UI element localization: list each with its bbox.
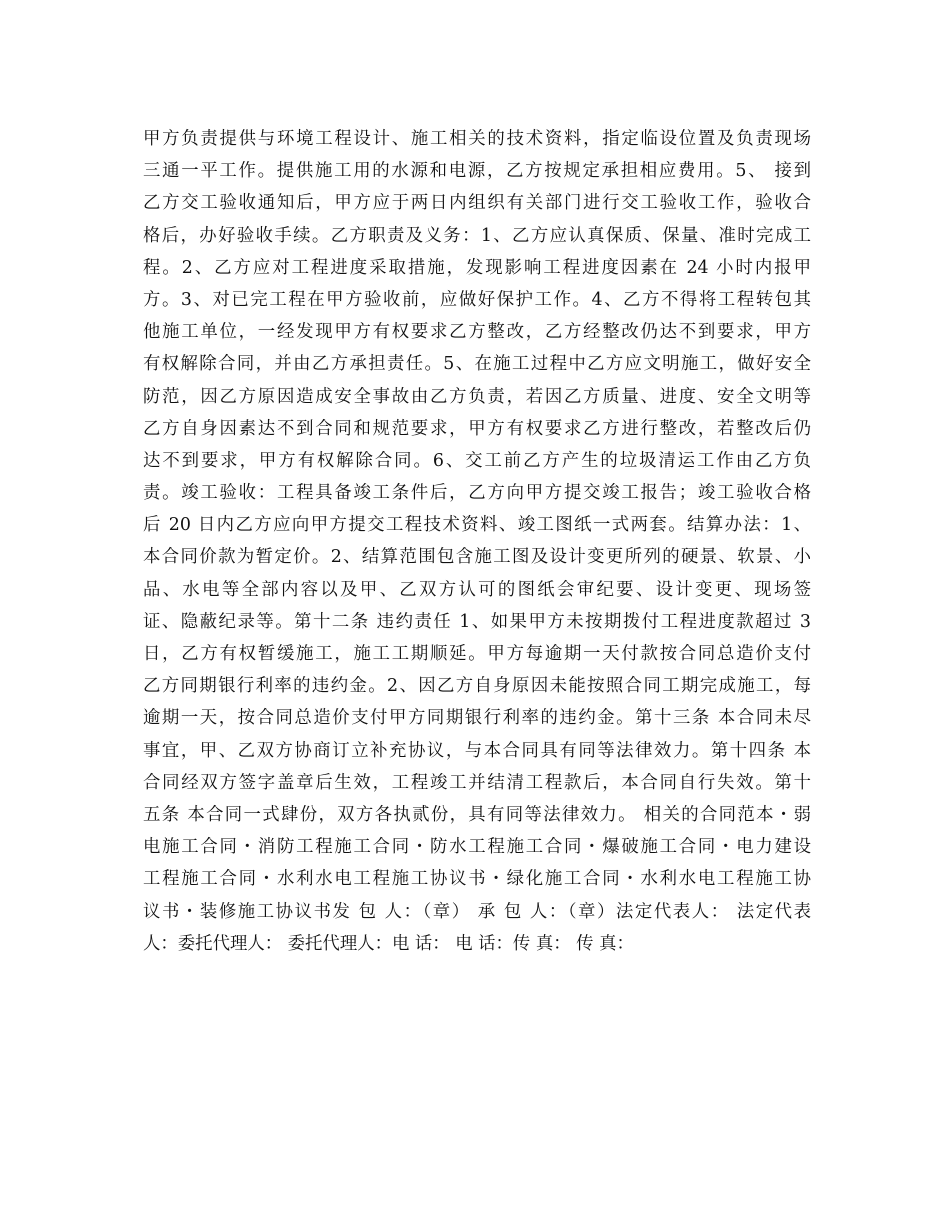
text-line: 格后，办好验收手续。乙方职责及义务：1、乙方应认真保质、保量、准时完成工 (143, 225, 811, 246)
text-line: 电施工合同・消防工程施工合同・防水工程施工合同・爆破施工合同・电力建设 (143, 837, 811, 858)
text-line: 工程施工合同・水利水电工程施工协议书・绿化施工合同・水利水电工程施工协 (143, 869, 811, 890)
text-line: 责。竣工验收：工程具备竣工条件后，乙方向甲方提交竣工报告；竣工验收合格 (143, 483, 811, 504)
text-line: 证、隐蔽纪录等。第十二条 违约责任 1、如果甲方未按期拨付工程进度款超过 3 (143, 611, 811, 632)
text-line: 防范，因乙方原因造成安全事故由乙方负责，若因乙方质量、进度、安全文明等 (143, 386, 811, 407)
text-line: 乙方同期银行利率的违约金。2、因乙方自身原因未能按照合同工期完成施工，每 (143, 676, 811, 697)
text-line: 日，乙方有权暂缓施工，施工工期顺延。甲方每逾期一天付款按合同总造价支付 (143, 644, 811, 664)
text-line: 本合同价款为暂定价。2、结算范围包含施工图及设计变更所列的硬景、软景、小 (143, 547, 811, 568)
text-line: 程。2、乙方应对工程进度采取措施，发现影响工程进度因素在 24 小时内报甲 (143, 257, 811, 278)
text-line: 乙方交工验收通知后，甲方应于两日内组织有关部门进行交工验收工作，验收合 (143, 193, 811, 214)
text-line: 后 20 日内乙方应向甲方提交工程技术资料、竣工图纸一式两套。结算办法：1、 (143, 515, 811, 536)
text-line: 方。3、对已完工程在甲方验收前，应做好保护工作。4、乙方不得将工程转包其 (143, 289, 811, 310)
text-line: 三通一平工作。提供施工用的水源和电源，乙方按规定承担相应费用。5、 接到 (143, 161, 811, 182)
text-line: 有权解除合同，并由乙方承担责任。5、在施工过程中乙方应文明施工，做好安全 (143, 354, 811, 375)
text-line: 达不到要求，甲方有权解除合同。6、交工前乙方产生的垃圾清运工作由乙方负 (143, 450, 811, 471)
text-line-last: 人：委托代理人： 委托代理人：电 话： 电 话：传 真： 传 真： (143, 933, 634, 954)
text-line: 事宜，甲、乙双方协商订立补充协议，与本合同具有同等法律效力。第十四条 本 (143, 740, 811, 761)
text-line: 合同经双方签字盖章后生效，工程竣工并结清工程款后，本合同自行失效。第十 (143, 772, 811, 793)
text-line: 逾期一天，按合同总造价支付甲方同期银行利率的违约金。第十三条 本合同未尽 (143, 708, 811, 729)
text-line: 甲方负责提供与环境工程设计、施工相关的技术资料，指定临设位置及负责现场 (143, 129, 811, 149)
text-line: 五条 本合同一式肆份，双方各执贰份，具有同等法律效力。 相关的合同范本・弱 (143, 804, 811, 825)
text-line: 议书・装修施工协议书发 包 人：（章） 承 包 人：（章）法定代表人： 法定代表 (143, 901, 811, 922)
text-line: 他施工单位，一经发现甲方有权要求乙方整改，乙方经整改仍达不到要求，甲方 (143, 322, 811, 343)
text-line: 品、水电等全部内容以及甲、乙双方认可的图纸会审纪要、设计变更、现场签 (143, 579, 811, 600)
text-line: 乙方自身因素达不到合同和规范要求，甲方有权要求乙方进行整改，若整改后仍 (143, 418, 811, 439)
contract-text-body (143, 123, 811, 960)
